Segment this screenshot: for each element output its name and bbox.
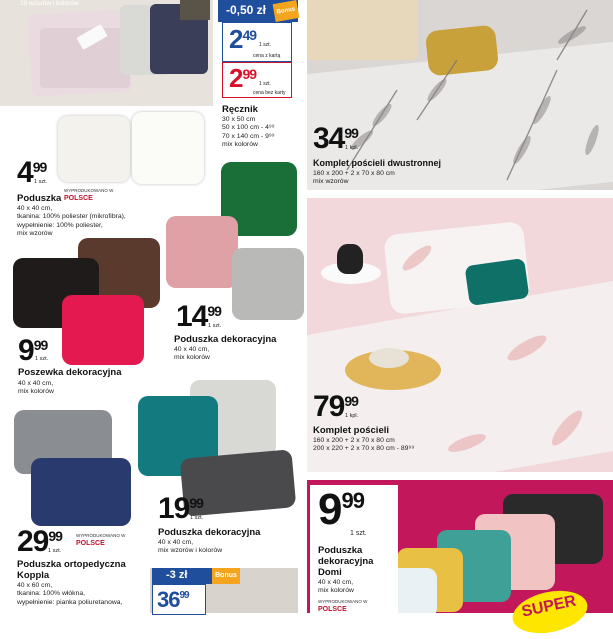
ortho-made-in-poland: WYPRODUKOWANO W POLSCE [76, 533, 126, 547]
towel-discount-flag: -0,50 zł Bonus [218, 0, 298, 22]
deco2-desc: 40 x 40 cm, mix wzorów i kolorów [158, 539, 223, 555]
domi-desc: 40 x 40 cm, mix kolorów [318, 579, 354, 595]
towel-discount: -0,50 zł [226, 3, 267, 17]
case-price: $9^{99}$ [18, 334, 48, 367]
pillow-desc: 40 x 40 cm, tkanina: 100% poliester (mikrofibra), wypełnienie: 100% poliester, mix wzorów [17, 205, 126, 237]
case-title: Poszewka dekoracyjna [18, 367, 122, 378]
case-unit: 1 szt. [35, 356, 49, 362]
domi-price: $9^{99}$ [318, 485, 364, 534]
blanket-bonus-badge: Bonus [212, 568, 240, 584]
bedding2-price: $79^{99}$ [313, 390, 358, 423]
bedding1-title: Komplet pościeli dwustronnej [313, 158, 442, 168]
deco2-price: $19^{99}$ [158, 492, 203, 525]
deco1-unit: 1 szt. [208, 323, 222, 329]
white-pillow-2 [132, 112, 204, 184]
bedding1-unit: 1 kpl. [345, 145, 359, 151]
deco1-desc: 40 x 40 cm, mix kolorów [174, 346, 210, 362]
towel-price: $2^{99}$ 1 szt. cena bez karty [222, 62, 292, 98]
pillow-unit: 1 szt. [34, 179, 48, 185]
pillow-title: Poduszka [17, 193, 62, 204]
deco2-title: Poduszka dekoracyjna [158, 527, 261, 538]
bedding1-desc: 160 x 200 + 2 x 70 x 80 cm mix wzorów [313, 170, 395, 186]
towel-top-note: 20 wzorów i kolorów [20, 0, 79, 7]
super-sticker: SUPER [509, 585, 592, 639]
ortho-unit: 1 szt. [48, 548, 62, 554]
towel-photo [0, 0, 213, 106]
pillow-price: $4^{99}$ [17, 156, 47, 189]
white-pillow-1 [58, 116, 130, 182]
blue-ortho-pillow [31, 458, 131, 526]
towel-desc: 30 x 50 cm 50 x 100 cm - 4⁹⁹ 70 x 140 cm - 9⁹⁹ mix kolorów [222, 116, 275, 148]
deco2-unit: 1 szt. [190, 515, 204, 521]
pink-fur-pillow [166, 216, 238, 288]
blanket-discount-flag [152, 568, 220, 584]
bedding2-desc: 160 x 200 + 2 x 70 x 80 cm 200 x 220 + 2 x 70 x 80 cm - 89⁹⁹ [313, 437, 415, 453]
blanket-discount: -3 zł [166, 569, 188, 581]
towel-title: Ręcznik [222, 104, 258, 115]
domi-made-in-poland: WYPRODUKOWANO W POLSCE [318, 599, 368, 613]
pillow-made-in-poland: WYPRODUKOWANO W POLSCE [64, 188, 114, 202]
ortho-price: $29^{99}$ [17, 525, 62, 558]
deco1-price: $14^{99}$ [176, 300, 221, 333]
bedding2-unit: 1 kpl. [345, 413, 359, 419]
case-desc: 40 x 40 cm, mix kolorów [18, 380, 54, 396]
blanket-price-box: $36^{99}$ [152, 584, 206, 615]
bedding1-price: $34^{99}$ [313, 122, 358, 155]
domi-title: Poduszka dekoracyjna Domi [318, 545, 374, 578]
deco1-title: Poduszka dekoracyjna [174, 334, 277, 345]
ortho-desc: 40 x 60 cm, tkanina: 100% włókna, wypełnienie: pianka poliuretanowa, [17, 582, 123, 606]
towel-card-price: $2^{49}$ 1 szt. cena z kartą [222, 22, 292, 62]
red-pillowcase [62, 295, 144, 365]
grey-fur-pillow [232, 248, 304, 320]
domi-unit: 1 szt. [350, 530, 367, 537]
bedding2-title: Komplet pościeli [313, 425, 390, 436]
ortho-title: Poduszka ortopedyczna Koppla [17, 559, 126, 581]
